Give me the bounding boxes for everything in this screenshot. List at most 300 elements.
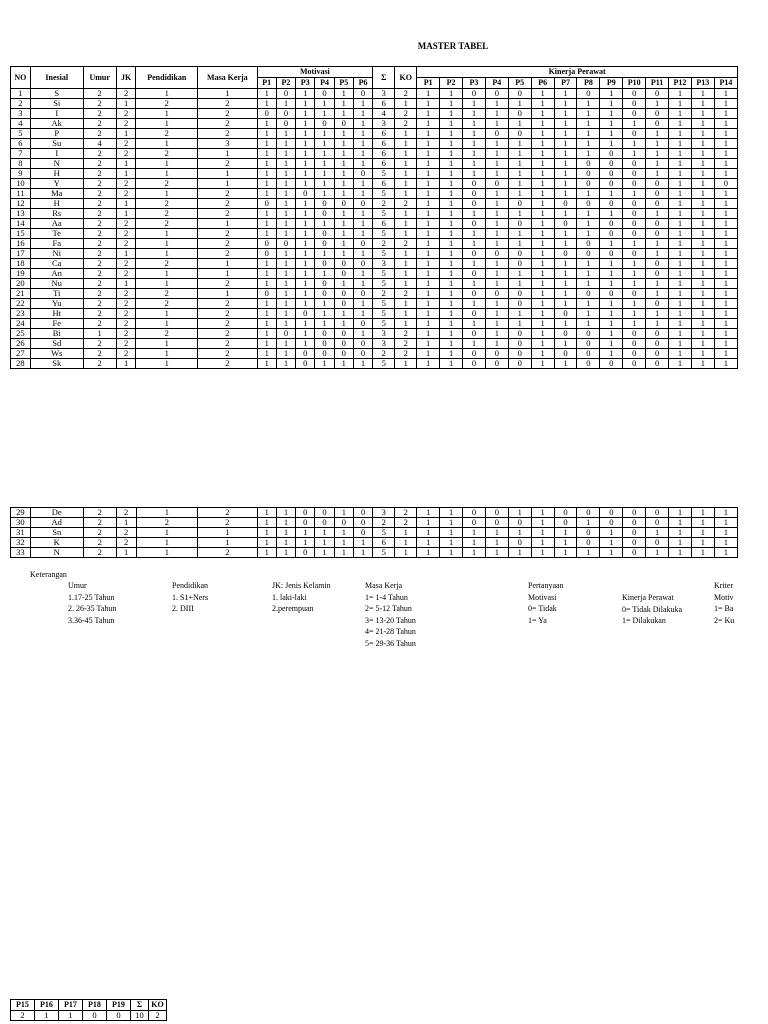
table-cell: 1 (334, 239, 353, 249)
table-cell: 1 (334, 209, 353, 219)
table-cell: 2 (83, 359, 116, 369)
table-cell: 1 (646, 99, 669, 109)
table-cell: 1 (669, 518, 692, 528)
table-cell: 2 (83, 149, 116, 159)
legend-pendidikan-title: Pendidikan (172, 581, 208, 590)
table-cell: 0 (315, 518, 334, 528)
table-cell: 1 (276, 249, 295, 259)
table-cell: 1 (485, 269, 508, 279)
table-cell: I (30, 109, 83, 119)
table-cell: 1 (296, 329, 315, 339)
table-cell: 1 (714, 508, 737, 518)
table-cell: 1 (714, 219, 737, 229)
table-cell: 1 (276, 548, 295, 558)
legend-umur-item: 1.17-25 Tahun (68, 592, 115, 602)
table-cell: 1 (600, 109, 623, 119)
table-cell: 1 (395, 279, 417, 289)
table-cell: 1 (136, 319, 198, 329)
table-cell: 1 (714, 299, 737, 309)
table-cell: 1 (691, 199, 714, 209)
table-cell: 1 (353, 359, 372, 369)
table-cell: 1 (714, 309, 737, 319)
table-cell: 1 (554, 169, 577, 179)
table-cell: 1 (276, 269, 295, 279)
table-cell: 0 (257, 239, 276, 249)
table-cell: 1 (257, 309, 276, 319)
table-cell: 1 (463, 319, 486, 329)
table-cell: 0 (600, 179, 623, 189)
table-cell: 1 (577, 259, 600, 269)
table-cell: 1 (669, 89, 692, 99)
table-row (11, 269, 738, 279)
table-cell: 1 (508, 189, 531, 199)
table-cell: 0 (353, 518, 372, 528)
table-cell: 1 (257, 129, 276, 139)
table-cell: 1 (554, 89, 577, 99)
table-cell: 1 (276, 179, 295, 189)
table-cell: 1 (417, 219, 440, 229)
table-cell: 2 (83, 199, 116, 209)
table-cell: 1 (577, 139, 600, 149)
table-row (11, 139, 738, 149)
table-cell: 1 (669, 319, 692, 329)
table-cell: 0 (623, 548, 646, 558)
table-cell: 1 (276, 159, 295, 169)
table-cell: Su (30, 139, 83, 149)
table-cell: 1 (623, 279, 646, 289)
table-cell: 1 (463, 548, 486, 558)
table-cell: 1 (296, 319, 315, 329)
table-cell: 0 (485, 349, 508, 359)
table-cell: 0 (485, 518, 508, 528)
table-cell: 0 (554, 329, 577, 339)
table-cell: 1 (116, 518, 136, 528)
table-cell: 2 (116, 149, 136, 159)
table-cell: 1 (276, 149, 295, 159)
table-cell: 1 (531, 259, 554, 269)
table-cell: 1 (508, 209, 531, 219)
table-cell: 3 (373, 119, 395, 129)
table-cell: 0 (257, 109, 276, 119)
table-cell: 1 (508, 149, 531, 159)
table-cell: 1 (276, 339, 295, 349)
table-cell: 1 (395, 169, 417, 179)
table-cell: 1 (463, 339, 486, 349)
table-cell: 5 (373, 249, 395, 259)
table-cell: 2 (198, 129, 257, 139)
table-cell: 0 (623, 89, 646, 99)
table-cell: 8 (11, 159, 31, 169)
table-cell: 2 (395, 239, 417, 249)
table-cell: 3 (373, 329, 395, 339)
table-cell: 1 (276, 508, 295, 518)
table-cell: 1 (463, 259, 486, 269)
table-cell: 1 (531, 209, 554, 219)
table-cell: 1 (623, 149, 646, 159)
table-cell: 1 (691, 169, 714, 179)
header-kinerja-item: P13 (691, 78, 714, 89)
table-cell: 1 (440, 329, 463, 339)
table-cell: 1 (276, 169, 295, 179)
table-cell: 1 (353, 189, 372, 199)
table-cell: 0 (623, 159, 646, 169)
table-cell: 0 (463, 269, 486, 279)
table-cell: Ad (30, 518, 83, 528)
table-cell: 5 (373, 319, 395, 329)
table-cell: 1 (440, 199, 463, 209)
table-cell: 1 (417, 319, 440, 329)
table-cell: 1 (417, 189, 440, 199)
table-cell: 1 (257, 518, 276, 528)
table-cell: 2 (198, 209, 257, 219)
table-cell: 1 (554, 339, 577, 349)
table-row (11, 299, 738, 309)
table-cell: 1 (296, 538, 315, 548)
table-cell: 1 (646, 249, 669, 259)
table-cell: 0 (334, 269, 353, 279)
table-cell: 3 (373, 339, 395, 349)
table-cell: 0 (623, 329, 646, 339)
table-cell: 1 (315, 99, 334, 109)
table-cell: 1 (417, 299, 440, 309)
table-row (11, 109, 738, 119)
table-cell: 1 (296, 199, 315, 209)
table-cell: 1 (669, 119, 692, 129)
table-cell: 0 (315, 329, 334, 339)
table-cell: 1 (485, 229, 508, 239)
table-cell: 1 (296, 229, 315, 239)
table-cell: 29 (11, 508, 31, 518)
table-cell: 1 (623, 139, 646, 149)
table-cell: 3 (373, 508, 395, 518)
table-cell: Bi (30, 329, 83, 339)
table-cell: 1 (257, 319, 276, 329)
table-cell: Sd (30, 339, 83, 349)
table-cell: 0 (508, 89, 531, 99)
table-cell: 1 (669, 219, 692, 229)
table-cell: 0 (646, 538, 669, 548)
table-cell: 17 (11, 249, 31, 259)
table-cell: 1 (691, 139, 714, 149)
table-cell: 0 (646, 89, 669, 99)
table-cell: 1 (691, 259, 714, 269)
table-cell: 1 (600, 538, 623, 548)
table-cell: Ti (30, 289, 83, 299)
table-row (11, 99, 738, 109)
table-cell: Ma (30, 189, 83, 199)
table-cell: 11 (11, 189, 31, 199)
table-cell: 1 (334, 359, 353, 369)
table-cell: 1 (531, 538, 554, 548)
table-cell: 1 (508, 269, 531, 279)
table-cell: 1 (600, 329, 623, 339)
table-cell: Sn (30, 528, 83, 538)
table-cell: 0 (353, 339, 372, 349)
legend-heading: Keterangan (30, 570, 67, 579)
table-cell: 1 (257, 548, 276, 558)
table-cell: 0 (463, 309, 486, 319)
table-cell: 0 (600, 169, 623, 179)
table-cell: 0 (623, 199, 646, 209)
table-cell: 2 (83, 508, 116, 518)
table-cell: 1 (136, 359, 198, 369)
table-cell: 0 (600, 518, 623, 528)
table-row (11, 129, 738, 139)
table-cell: 1 (276, 518, 295, 528)
table-cell: 2 (198, 109, 257, 119)
table-cell: 2 (83, 349, 116, 359)
table-cell: 1 (257, 229, 276, 239)
table-cell: 1 (257, 259, 276, 269)
table-cell: 1 (646, 528, 669, 538)
table-cell: 0 (508, 199, 531, 209)
table-cell: 1 (257, 279, 276, 289)
table-cell: 1 (334, 249, 353, 259)
table-cell: 0 (276, 119, 295, 129)
table-cell: 1 (276, 259, 295, 269)
legend-pertanyaan-item: Motivasi (528, 592, 557, 602)
header-kinerja-item: P11 (646, 78, 669, 89)
table-cell: 1 (417, 89, 440, 99)
table-cell: 1 (417, 518, 440, 528)
table-cell: 1 (714, 109, 737, 119)
table-cell: 7 (11, 149, 31, 159)
table-cell: 2 (83, 339, 116, 349)
table-cell: 2 (198, 229, 257, 239)
table-cell: 1 (276, 279, 295, 289)
table-cell: 1 (395, 209, 417, 219)
table-cell: 0 (315, 209, 334, 219)
table-cell: 1 (485, 309, 508, 319)
table-cell: 1 (669, 538, 692, 548)
table-cell: 1 (508, 229, 531, 239)
table-cell: 1 (485, 99, 508, 109)
table-cell: 1 (531, 269, 554, 279)
table-cell: 0 (508, 518, 531, 528)
table-cell: 1 (315, 129, 334, 139)
table-cell: 1 (353, 538, 372, 548)
table-cell: 1 (623, 189, 646, 199)
table-cell: 1 (198, 289, 257, 299)
header-sigma: Σ (131, 1000, 149, 1011)
table-cell: 2 (198, 359, 257, 369)
table-cell: 0 (623, 219, 646, 229)
table-cell: 1 (353, 119, 372, 129)
table-cell: 0 (508, 339, 531, 349)
table-cell: 0 (600, 219, 623, 229)
table-cell: 1 (531, 99, 554, 109)
table-cell: 1 (417, 538, 440, 548)
table-cell: 5 (373, 229, 395, 239)
header-motivasi-item: P1 (257, 78, 276, 89)
table-cell: 1 (334, 139, 353, 149)
table-cell: 1 (600, 89, 623, 99)
table-cell: 6 (373, 129, 395, 139)
table-cell: 1 (296, 209, 315, 219)
table-cell: 1 (691, 518, 714, 528)
table-cell: 18 (11, 259, 31, 269)
header-kinerja-item: P4 (485, 78, 508, 89)
legend-jk-item: 2.perempuan (272, 604, 314, 613)
table-cell: 0 (315, 199, 334, 209)
table-cell: 1 (257, 99, 276, 109)
table-cell: 0 (485, 129, 508, 139)
table-cell: 0 (463, 518, 486, 528)
table-cell: 0 (296, 548, 315, 558)
table-cell: 0 (554, 219, 577, 229)
table-cell: 30 (11, 518, 31, 528)
table-cell: 1 (198, 528, 257, 538)
table-cell: 1 (669, 229, 692, 239)
table-cell: 0 (353, 349, 372, 359)
table-cell: 1 (554, 279, 577, 289)
table-cell: 1 (531, 528, 554, 538)
table-cell: 1 (531, 149, 554, 159)
table-cell: 1 (714, 289, 737, 299)
table-cell: 1 (353, 329, 372, 339)
table-cell: 1 (691, 129, 714, 139)
table-cell: 1 (577, 269, 600, 279)
table-cell: 1 (417, 339, 440, 349)
table-cell: 1 (691, 349, 714, 359)
table-cell: 1 (440, 259, 463, 269)
table-row (11, 259, 738, 269)
table-cell: 2 (395, 339, 417, 349)
table-cell: 33 (11, 548, 31, 558)
table-row (11, 119, 738, 129)
table-cell: 1 (508, 99, 531, 109)
table-cell: 0 (276, 239, 295, 249)
table-cell: 1 (276, 199, 295, 209)
table-cell: 0 (334, 119, 353, 129)
table-cell: 2 (116, 229, 136, 239)
table-cell: 1 (508, 279, 531, 289)
table-cell: 1 (395, 319, 417, 329)
table-cell: 32 (11, 538, 31, 548)
table-cell: 0 (554, 249, 577, 259)
table-cell: 0 (508, 289, 531, 299)
table-cell: 1 (440, 249, 463, 259)
table-cell: 0 (296, 189, 315, 199)
table-cell: 1 (463, 229, 486, 239)
table-cell: 2 (116, 299, 136, 309)
table-cell: 1 (691, 508, 714, 518)
table-cell: 1 (463, 109, 486, 119)
table-cell: 1 (646, 169, 669, 179)
table-cell: 1 (554, 538, 577, 548)
table-cell: 0 (296, 508, 315, 518)
table-cell: 2 (136, 329, 198, 339)
table-cell: 1 (669, 99, 692, 109)
table-cell: H (30, 199, 83, 209)
table-cell: 1 (257, 179, 276, 189)
table-cell: 1 (334, 189, 353, 199)
table-cell: 4 (373, 109, 395, 119)
header-kinerja-item: P14 (714, 78, 737, 89)
table-cell: 1 (600, 279, 623, 289)
table-cell: 1 (600, 259, 623, 269)
table-cell: 1 (440, 518, 463, 528)
table-cell: 0 (577, 239, 600, 249)
table-cell: 2 (149, 1011, 167, 1021)
table-cell: 1 (296, 119, 315, 129)
table-cell: 1 (646, 139, 669, 149)
table-cell: 1 (417, 119, 440, 129)
table-cell: 1 (257, 169, 276, 179)
table-cell: N (30, 548, 83, 558)
table-cell: 0 (623, 339, 646, 349)
header-motivasi-item: P4 (315, 78, 334, 89)
table-cell: 0 (508, 538, 531, 548)
table-cell: 1 (623, 269, 646, 279)
table-cell: 1 (669, 329, 692, 339)
table-cell: 1 (353, 109, 372, 119)
table-cell: 1 (485, 149, 508, 159)
table-cell: 1 (531, 329, 554, 339)
table-cell: 4 (11, 119, 31, 129)
header-motivasi-group: Motivasi (257, 67, 373, 78)
table-cell: 0 (353, 89, 372, 99)
table-cell: 1 (508, 319, 531, 329)
table-cell: 2 (83, 159, 116, 169)
table-cell: 1 (531, 119, 554, 129)
table-cell: 2 (198, 349, 257, 359)
header-motivasi-item: P2 (276, 78, 295, 89)
table-cell: 21 (11, 289, 31, 299)
table-cell: 0 (353, 169, 372, 179)
table-cell: 4 (83, 139, 116, 149)
table-cell: 1 (691, 309, 714, 319)
table-cell: 1 (334, 159, 353, 169)
table-cell: 1 (198, 269, 257, 279)
table-cell: 1 (600, 319, 623, 329)
table-cell: 1 (463, 538, 486, 548)
table-cell: 1 (440, 309, 463, 319)
table-cell: 0 (276, 109, 295, 119)
table-cell: 1 (485, 339, 508, 349)
table-cell: 1 (440, 169, 463, 179)
table-cell: 1 (334, 548, 353, 558)
table-cell: 1 (531, 359, 554, 369)
table-cell: 1 (508, 548, 531, 558)
table-cell: 0 (600, 149, 623, 159)
table-cell: 0 (508, 359, 531, 369)
table-cell: 1 (136, 119, 198, 129)
table-cell: 1 (669, 279, 692, 289)
table-cell: 1 (669, 189, 692, 199)
table-cell: 2 (116, 309, 136, 319)
table-cell: 1 (714, 89, 737, 99)
table-cell: 1 (257, 159, 276, 169)
table-cell: 1 (714, 538, 737, 548)
header-kinerja-item: P3 (463, 78, 486, 89)
table-cell: 1 (600, 548, 623, 558)
table-cell: 1 (531, 249, 554, 259)
table-cell: 2 (83, 169, 116, 179)
table-cell: 1 (669, 169, 692, 179)
table-cell: 1 (136, 189, 198, 199)
table-row (11, 149, 738, 159)
table-cell: 2 (373, 199, 395, 209)
table-cell: 1 (600, 139, 623, 149)
table-cell: 2 (83, 299, 116, 309)
table-cell: 1 (669, 309, 692, 319)
table-cell: 6 (373, 538, 395, 548)
table-cell: 2 (83, 119, 116, 129)
table-cell: 1 (136, 339, 198, 349)
table-cell: 1 (136, 548, 198, 558)
table-cell: 1 (691, 249, 714, 259)
